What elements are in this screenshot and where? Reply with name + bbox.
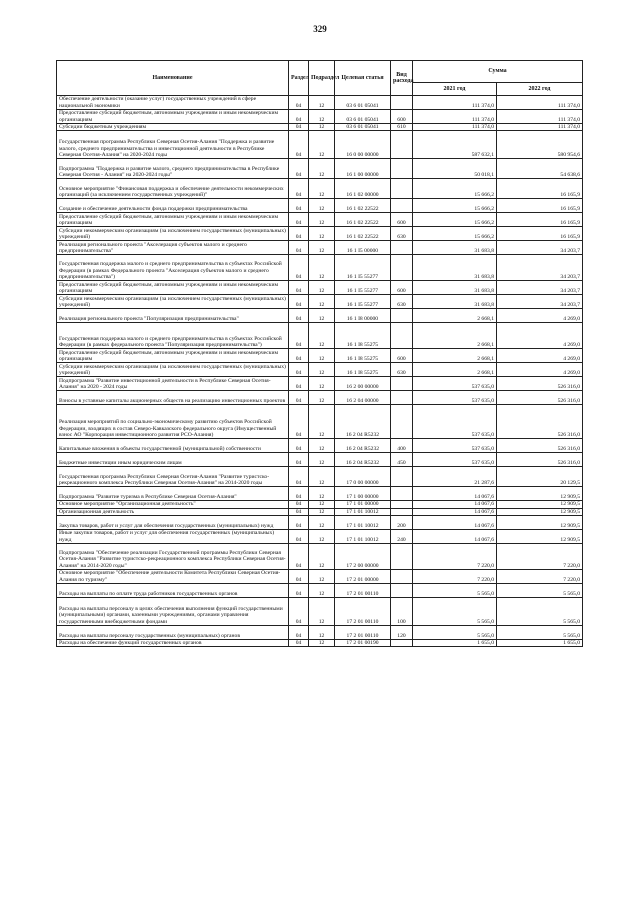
row-expense-type [391,501,413,508]
row-sum-2022: 5 565,0 [497,625,583,639]
row-subsection: 12 [309,213,335,227]
row-target: 17 1 01 00000 [335,501,391,508]
row-sum-2021: 50 018,1 [413,159,497,179]
row-target: 17 2 01 00110 [335,583,391,597]
row-sum-2022: 16 165,9 [497,213,583,227]
row-sum-2022: 54 638,6 [497,159,583,179]
row-name: Государственная программа Республики Северная Осетия-Алания "Поддержка и развитие малого, среднего предпринимательства и инвестиционной деятельности в Республике Северная Осетия-Алания" на 2020-2024 годы [57,131,289,159]
row-target: 03 6 01 05041 [335,96,391,110]
row-sum-2021: 7 220,0 [413,543,497,569]
row-name: Предоставление субсидий бюджетным, автономным учреждениям и иным некоммерческим организациям [57,213,289,227]
row-expense-type: 600 [391,281,413,295]
row-sum-2021: 537 635,0 [413,439,497,453]
row-sum-2022: 526 316,0 [497,377,583,391]
row-section: 04 [289,199,309,213]
row-name: Создание и обеспечение деятельности фонда поддержки предпринимательства [57,199,289,213]
row-target: 16 1 I5 55277 [335,281,391,295]
row-subsection: 12 [309,377,335,391]
row-sum-2021: 15 666,2 [413,227,497,241]
row-name: Подпрограмма "Развитие инвестиционной деятельности в Республике Северная Осетия-Алания" на 2020 - 2024 годы [57,377,289,391]
table-row [57,515,583,529]
row-section: 04 [289,295,309,309]
table-header-row [57,61,583,83]
row-sum-2022: 16 165,9 [497,179,583,199]
header-sum: Сумма [413,61,583,83]
row-name: Субсидии некоммерческим организациям (за исключением государственных (муниципальных) учреждений) [57,363,289,377]
row-name: Предоставление субсидий бюджетным, автономным учреждениям и иным некоммерческим организациям [57,110,289,124]
table-row [57,543,583,569]
table-row [57,213,583,227]
row-subsection: 12 [309,281,335,295]
header-subsection: Подраздел [309,61,335,96]
row-target: 16 2 04 R5232 [335,439,391,453]
row-sum-2022: 4 269,0 [497,323,583,349]
row-subsection: 12 [309,508,335,515]
row-sum-2021: 2 668,1 [413,363,497,377]
row-sum-2022: 580 954,6 [497,131,583,159]
table-row [57,124,583,131]
row-section: 04 [289,179,309,199]
row-sum-2022: 34 203,7 [497,241,583,255]
table-row [57,131,583,159]
row-sum-2021: 15 666,2 [413,179,497,199]
row-section: 04 [289,569,309,583]
row-sum-2022: 111 374,0 [497,110,583,124]
table-body [57,96,583,647]
row-section: 04 [289,110,309,124]
row-target: 16 1 I5 55277 [335,295,391,309]
row-name: Государственная поддержка малого и среднего предпринимательства в субъектах Российской Федерации (в рамках федерального проекта "Популяризация предпринимательства") [57,323,289,349]
row-expense-type [391,323,413,349]
row-target: 16 1 I5 00000 [335,241,391,255]
row-sum-2021: 537 635,0 [413,377,497,391]
row-expense-type: 600 [391,349,413,363]
table-row [57,639,583,646]
row-section: 04 [289,227,309,241]
table-row [57,529,583,543]
row-name: Субсидии бюджетным учреждениям [57,124,289,131]
row-subsection: 12 [309,391,335,405]
row-name: Государственная поддержка малого и среднего предпринимательства в субъектах Российской Федерации (в рамках Федерального проекта "Акселерация субъектов малого и среднего предпринимательства") [57,255,289,281]
row-section: 04 [289,363,309,377]
row-sum-2022: 12 909,5 [497,529,583,543]
row-target: 03 6 01 05041 [335,110,391,124]
row-sum-2022: 526 316,0 [497,439,583,453]
row-target: 16 0 00 00000 [335,131,391,159]
row-expense-type [391,377,413,391]
row-expense-type [391,569,413,583]
table-row [57,583,583,597]
header-expense-type: Вид расхода [391,61,413,96]
row-sum-2021: 14 067,6 [413,501,497,508]
row-sum-2022: 5 565,0 [497,583,583,597]
table-row [57,110,583,124]
row-subsection: 12 [309,453,335,467]
row-name: Подпрограмма "Обеспечение реализации Государственной программы Республики Северная Осетия-Алания "Развитие туристско-рекреационного комплекса Республики Северная Осетия-Алания" на 2014-2020 годы" [57,543,289,569]
row-sum-2021: 111 374,0 [413,110,497,124]
table-row [57,597,583,625]
row-sum-2021: 31 683,8 [413,241,497,255]
row-name: Иные закупки товаров, работ и услуг для обеспечения государственных (муниципальных) нужд [57,529,289,543]
row-section: 04 [289,309,309,323]
table-row [57,349,583,363]
row-sum-2021: 14 067,6 [413,508,497,515]
table-row [57,159,583,179]
row-sum-2022: 34 203,7 [497,295,583,309]
row-sum-2021: 5 565,0 [413,625,497,639]
row-section: 04 [289,405,309,439]
row-name: Расходы на обеспечение функций государственных органов [57,639,289,646]
row-target: 17 2 01 00190 [335,639,391,646]
table-row [57,508,583,515]
row-subsection: 12 [309,159,335,179]
row-subsection: 12 [309,543,335,569]
row-expense-type [391,309,413,323]
row-sum-2021: 2 668,1 [413,323,497,349]
row-expense-type [391,487,413,501]
header-year-2021: 2021 год [413,83,497,96]
row-name: Субсидии некоммерческим организациям (за исключением государственных (муниципальных) учреждений) [57,295,289,309]
row-section: 04 [289,625,309,639]
row-target: 17 1 01 10012 [335,508,391,515]
row-section: 04 [289,96,309,110]
row-name: Подпрограмма "Поддержка и развитие малого, среднего предпринимательства в Республике Северная Осетия - Алания" на 2020-2024 годы" [57,159,289,179]
row-expense-type [391,543,413,569]
row-expense-type [391,508,413,515]
row-sum-2021: 2 668,1 [413,309,497,323]
row-sum-2022: 12 909,5 [497,501,583,508]
row-target: 17 2 01 00110 [335,597,391,625]
table-row [57,295,583,309]
row-expense-type [391,391,413,405]
row-sum-2021: 5 565,0 [413,583,497,597]
row-target: 16 1 I8 55275 [335,363,391,377]
table-row [57,323,583,349]
row-subsection: 12 [309,529,335,543]
row-sum-2022: 4 269,0 [497,309,583,323]
row-target: 16 2 04 R5232 [335,453,391,467]
row-target: 16 2 04 00000 [335,391,391,405]
row-subsection: 12 [309,199,335,213]
row-target: 16 1 I8 55275 [335,349,391,363]
row-expense-type [391,199,413,213]
row-expense-type: 630 [391,363,413,377]
row-expense-type: 450 [391,453,413,467]
row-name: Реализация регионального проекта "Популяризация предпринимательства" [57,309,289,323]
row-sum-2022: 4 269,0 [497,363,583,377]
row-section: 04 [289,281,309,295]
row-expense-type: 600 [391,110,413,124]
row-name: Организационная деятельность [57,508,289,515]
row-subsection: 12 [309,625,335,639]
row-sum-2022: 12 909,5 [497,508,583,515]
row-target: 16 1 00 00000 [335,159,391,179]
row-sum-2021: 111 374,0 [413,96,497,110]
row-sum-2022: 34 203,7 [497,255,583,281]
row-sum-2022: 526 316,0 [497,391,583,405]
row-sum-2021: 15 666,2 [413,213,497,227]
row-subsection: 12 [309,597,335,625]
row-subsection: 12 [309,323,335,349]
row-subsection: 12 [309,487,335,501]
row-sum-2021: 587 632,1 [413,131,497,159]
row-sum-2022: 20 129,5 [497,467,583,487]
header-target: Целевая статья [335,61,391,96]
page-number: 329 [313,24,327,34]
row-section: 04 [289,543,309,569]
row-expense-type [391,159,413,179]
row-subsection: 12 [309,639,335,646]
row-target: 16 1 02 22522 [335,199,391,213]
table-row [57,96,583,110]
row-name: Расходы на выплаты по оплате труда работников государственных органов [57,583,289,597]
row-subsection: 12 [309,363,335,377]
row-expense-type: 400 [391,439,413,453]
row-subsection: 12 [309,405,335,439]
row-target: 17 2 01 00000 [335,569,391,583]
row-target: 16 1 02 00000 [335,179,391,199]
row-subsection: 12 [309,467,335,487]
row-section: 04 [289,124,309,131]
row-section: 04 [289,583,309,597]
row-name: Обеспечение деятельности (оказание услуг) государственных учреждений в сфере национальной экономики [57,96,289,110]
row-target: 17 0 00 00000 [335,467,391,487]
row-expense-type [391,405,413,439]
row-sum-2022: 5 565,0 [497,597,583,625]
row-expense-type [391,639,413,646]
row-name: Подпрограмма "Развитие туризма в Республике Северная Осетия-Алания" [57,487,289,501]
row-section: 04 [289,213,309,227]
header-year-2022: 2022 год [497,83,583,96]
row-sum-2022: 12 909,5 [497,515,583,529]
table-row [57,241,583,255]
row-sum-2021: 15 666,2 [413,199,497,213]
row-sum-2022: 16 165,9 [497,227,583,241]
row-target: 17 1 01 10012 [335,515,391,529]
table-row [57,405,583,439]
row-subsection: 12 [309,439,335,453]
row-target: 17 2 01 00110 [335,625,391,639]
row-sum-2021: 7 220,0 [413,569,497,583]
row-sum-2021: 1 655,0 [413,639,497,646]
row-sum-2022: 4 269,0 [497,349,583,363]
header-name: Наименование [57,61,289,96]
row-name: Государственная программа Республики Северная Осетия-Алания "Развитие туристско-рекреационного комплекса Республики Северная Осетия-Алания" на 2014-2020 годы [57,467,289,487]
row-sum-2021: 14 067,6 [413,487,497,501]
table-row [57,391,583,405]
row-sum-2022: 16 165,9 [497,199,583,213]
row-name: Основное мероприятие "Финансовая поддержка и обеспечение деятельности некоммерческих организаций (за исключением государственных учреждений)" [57,179,289,199]
row-subsection: 12 [309,515,335,529]
row-expense-type: 610 [391,124,413,131]
row-sum-2022: 34 203,7 [497,281,583,295]
row-name: Расходы на выплаты персоналу государственных (муниципальных) органов [57,625,289,639]
row-expense-type [391,131,413,159]
row-sum-2021: 31 683,8 [413,295,497,309]
row-sum-2021: 14 067,6 [413,529,497,543]
row-section: 04 [289,323,309,349]
row-expense-type: 240 [391,529,413,543]
row-target: 16 2 00 00000 [335,377,391,391]
row-subsection: 12 [309,349,335,363]
row-section: 04 [289,255,309,281]
row-name: Закупка товаров, работ и услуг для обеспечения государственных (муниципальных) нужд [57,515,289,529]
row-section: 04 [289,597,309,625]
row-section: 04 [289,467,309,487]
row-subsection: 12 [309,583,335,597]
row-sum-2022: 7 220,0 [497,569,583,583]
table-row [57,569,583,583]
row-name: Реализация регионального проекта "Акселерация субъектов малого и среднего предпринимательства" [57,241,289,255]
row-subsection: 12 [309,124,335,131]
row-expense-type: 100 [391,597,413,625]
row-target: 17 1 01 10012 [335,529,391,543]
row-subsection: 12 [309,131,335,159]
table-row [57,179,583,199]
row-sum-2021: 5 565,0 [413,597,497,625]
row-expense-type [391,467,413,487]
row-sum-2022: 111 374,0 [497,96,583,110]
row-expense-type [391,96,413,110]
row-name: Предоставление субсидий бюджетным, автономным учреждениям и иным некоммерческим организациям [57,281,289,295]
row-section: 04 [289,349,309,363]
row-section: 04 [289,159,309,179]
row-sum-2022: 526 316,0 [497,453,583,467]
row-expense-type: 200 [391,515,413,529]
row-expense-type [391,583,413,597]
row-sum-2021: 31 683,8 [413,281,497,295]
row-target: 17 2 00 00000 [335,543,391,569]
row-target: 16 1 02 22522 [335,227,391,241]
row-name: Капитальные вложения в объекты государственной (муниципальной) собственности [57,439,289,453]
budget-table [56,60,583,647]
table-row [57,255,583,281]
row-section: 04 [289,508,309,515]
row-name: Бюджетные инвестиции иным юридическим лицам [57,453,289,467]
row-name: Субсидии некоммерческим организациям (за исключением государственных (муниципальных) учреждений) [57,227,289,241]
row-target: 16 1 I8 55275 [335,323,391,349]
row-section: 04 [289,377,309,391]
row-subsection: 12 [309,110,335,124]
table-row [57,309,583,323]
table-row [57,363,583,377]
row-sum-2021: 14 067,6 [413,515,497,529]
row-name: Реализация мероприятий по социально-экономическому развитию субъектов Российской Федерации, входящих в состав Северо-Кавказского федерального округа (Имущественный взнос АО "Корпорация инвестиционного развития РСО-Алания) [57,405,289,439]
row-section: 04 [289,439,309,453]
row-sum-2021: 537 635,0 [413,391,497,405]
row-expense-type: 630 [391,295,413,309]
row-section: 04 [289,391,309,405]
row-section: 04 [289,501,309,508]
row-name: Основное мероприятие "Организационная деятельность" [57,501,289,508]
row-sum-2021: 111 374,0 [413,124,497,131]
row-subsection: 12 [309,241,335,255]
row-expense-type: 600 [391,213,413,227]
row-sum-2021: 537 635,0 [413,453,497,467]
row-expense-type [391,241,413,255]
row-section: 04 [289,515,309,529]
row-name: Расходы на выплаты персоналу в целях обеспечения выполнения функций государственными (муниципальными) органами, казенными учреждениями, органами управления государственными внебюджетными фондами [57,597,289,625]
row-section: 04 [289,241,309,255]
row-target: 16 1 I8 00000 [335,309,391,323]
table-row [57,501,583,508]
row-target: 17 1 00 00000 [335,487,391,501]
table-row [57,377,583,391]
table-row [57,199,583,213]
table-row [57,281,583,295]
row-sum-2021: 21 287,6 [413,467,497,487]
row-subsection: 12 [309,227,335,241]
row-expense-type: 120 [391,625,413,639]
row-section: 04 [289,487,309,501]
row-sum-2022: 7 220,0 [497,543,583,569]
row-target: 16 1 I5 55277 [335,255,391,281]
row-section: 04 [289,639,309,646]
table-row [57,453,583,467]
row-sum-2022: 12 909,5 [497,487,583,501]
row-sum-2022: 111 374,0 [497,124,583,131]
row-sum-2022: 526 316,0 [497,405,583,439]
row-sum-2021: 31 683,8 [413,255,497,281]
table-row [57,227,583,241]
row-name: Предоставление субсидий бюджетным, автономным учреждениям и иным некоммерческим организациям [57,349,289,363]
row-section: 04 [289,529,309,543]
row-subsection: 12 [309,96,335,110]
row-expense-type: 630 [391,227,413,241]
row-subsection: 12 [309,179,335,199]
row-sum-2022: 1 655,0 [497,639,583,646]
row-section: 04 [289,131,309,159]
row-target: 03 6 01 05041 [335,124,391,131]
row-section: 04 [289,453,309,467]
row-expense-type [391,179,413,199]
table-row [57,487,583,501]
row-target: 16 2 04 R5232 [335,405,391,439]
row-subsection: 12 [309,309,335,323]
row-expense-type [391,255,413,281]
header-section: Раздел [289,61,309,96]
table-row [57,467,583,487]
table-row [57,439,583,453]
row-subsection: 12 [309,569,335,583]
row-target: 16 1 02 22522 [335,213,391,227]
row-name: Взносы в уставные капиталы акционерных обществ на реализацию инвестиционных проектов [57,391,289,405]
row-subsection: 12 [309,501,335,508]
row-sum-2021: 537 635,0 [413,405,497,439]
table-row [57,625,583,639]
row-subsection: 12 [309,255,335,281]
row-name: Основное мероприятие "Обеспечение деятельности Комитета Республики Северная Осетия-Алания по туризму" [57,569,289,583]
row-sum-2021: 2 668,1 [413,349,497,363]
row-subsection: 12 [309,295,335,309]
